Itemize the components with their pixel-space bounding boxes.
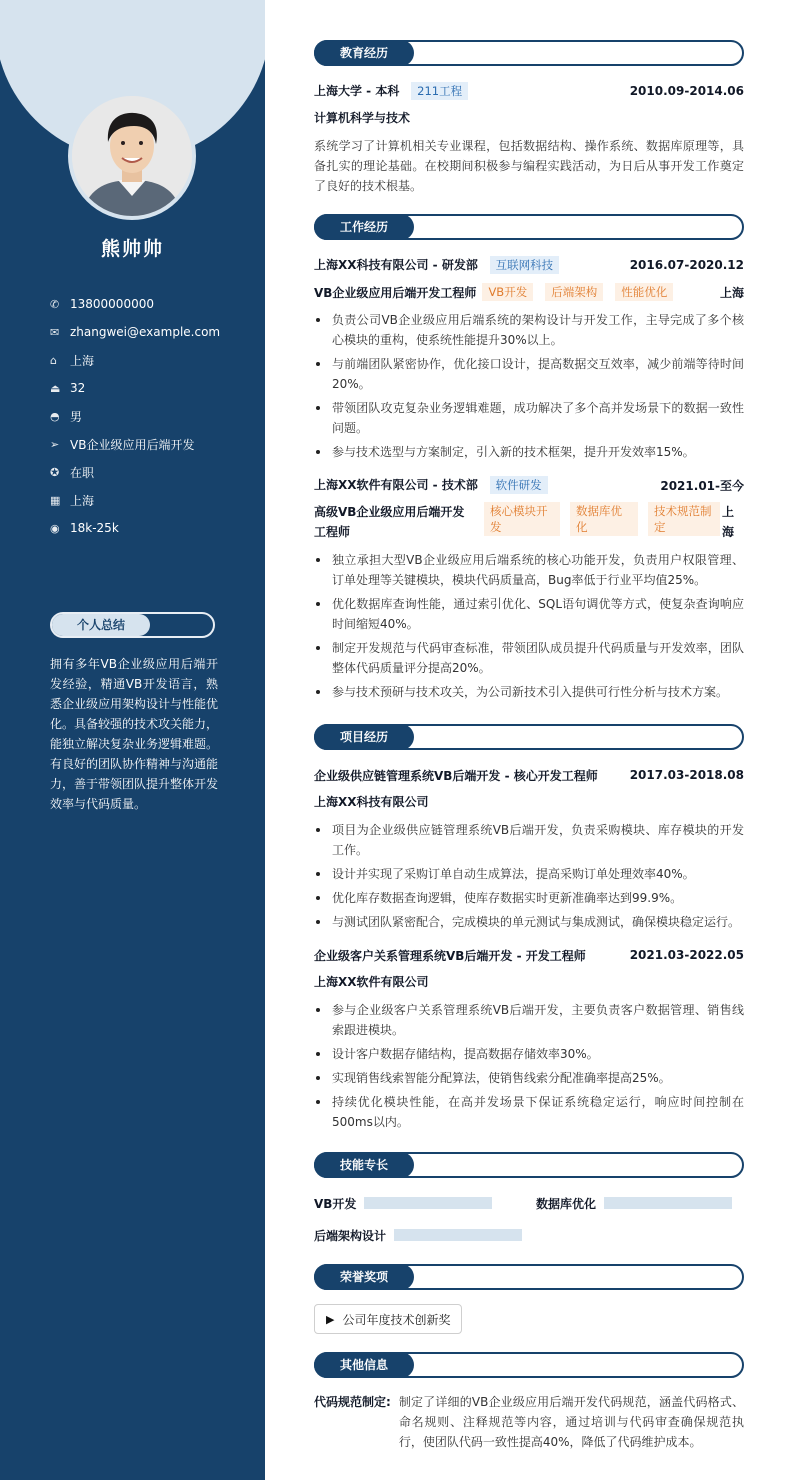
building-icon: ▦: [50, 493, 61, 507]
education-period: 2010.09-2014.06: [629, 84, 744, 98]
job-industry-tag: 软件研发: [490, 476, 548, 494]
education-header-row: [314, 80, 744, 102]
project-company: 上海XX软件有限公司: [314, 975, 429, 989]
job-bullet: 带领团队攻克复杂业务逻辑难题，成功解决了多个高并发场景下的数据一致性问题。: [314, 398, 744, 438]
skill-bar: [364, 1197, 492, 1209]
award-name: 公司年度技术创新奖: [342, 1312, 451, 1327]
projects-heading-label: 项目经历: [314, 724, 414, 750]
send-icon: ➢: [50, 437, 60, 451]
sidebar: [0, 0, 265, 1480]
skill-bar-fill: [604, 1197, 732, 1209]
skill-bar: [604, 1197, 732, 1209]
info-status: [50, 458, 220, 486]
education-desc: 系统学习了计算机相关专业课程，包括数据结构、操作系统、数据库原理等，具备扎实的理论基础。在校期间积极参与编程实践活动，为日后从事开发工作奠定了良好的技术根基。: [314, 139, 744, 193]
info-target-job-text: VB企业级应用后端开发: [70, 437, 195, 452]
job-skill-tag: 技术规范制定: [648, 502, 720, 536]
job-period: 2016.07-2020.12: [629, 258, 744, 272]
triangle-right-icon: ▶: [326, 1312, 335, 1326]
info-work-city: [50, 486, 220, 514]
job-header-row: [314, 474, 744, 496]
job-entry: [314, 254, 744, 462]
salary-icon: ◉: [50, 521, 60, 535]
job-bullet: 参与技术选型与方案制定，引入新的技术框架，提升开发效率15%。: [314, 442, 744, 462]
job-bullet: 与前端团队紧密协作，优化接口设计，提高数据交互效率，减少前端等待时间20%。: [314, 354, 744, 394]
project-bullets: [314, 1000, 744, 1132]
project-entry: [314, 944, 744, 1132]
job-bullet: 独立承担大型VB企业级应用后端系统的核心功能开发，负责用户权限管理、订单处理等关键模块，模块代码质量高，Bug率低于行业平均值25%。: [314, 550, 744, 590]
job-bullet: 参与技术预研与技术攻关，为公司新技术引入提供可行性分析与技术方案。: [314, 682, 744, 702]
work-heading-label: 工作经历: [314, 214, 414, 240]
education-major: 计算机科学与技术: [314, 111, 411, 125]
skills-heading-label: 技能专长: [314, 1152, 414, 1178]
education-heading: [314, 40, 744, 66]
info-home: [50, 346, 220, 374]
job-period: 2021.01-至今: [660, 478, 744, 493]
info-email-text: zhangwei@example.com: [70, 325, 221, 339]
other-heading: [314, 1352, 744, 1378]
info-phone-text: 13800000000: [70, 297, 154, 311]
job-city: 上海: [722, 505, 735, 539]
skills-row: [314, 1224, 744, 1246]
mail-icon: ✉: [50, 325, 60, 339]
project-company: 上海XX科技有限公司: [314, 795, 429, 809]
job-header-row: [314, 254, 744, 276]
skill-item: [536, 1195, 732, 1212]
summary-heading-label: 个人总结: [52, 614, 150, 636]
other-item: [314, 1392, 744, 1452]
work-section: [314, 214, 744, 702]
education-heading-label: 教育经历: [314, 40, 414, 66]
main-content: [314, 40, 744, 1452]
project-bullet: 优化库存数据查询逻辑，使库存数据实时更新准确率达到99.9%。: [314, 888, 744, 908]
education-section: [314, 40, 744, 196]
home-icon: ⌂: [50, 353, 57, 367]
other-item-text: 制定了详细的VB企业级应用后端开发代码规范，涵盖代码格式、命名规则、注释规范等内容，通过培训与代码审查确保规范执行，使团队代码一致性提高40%，降低了代码维护成本。: [398, 1395, 744, 1449]
job-title: VB企业级应用后端开发工程师: [314, 285, 477, 300]
person-name: 熊帅帅: [100, 238, 164, 260]
awards-section: [314, 1264, 744, 1334]
job-skill-tag: 性能优化: [615, 283, 673, 301]
skill-bar: [394, 1229, 522, 1241]
job-bullet: 优化数据库查询性能，通过索引优化、SQL语句调优等方式，使复杂查询响应时间缩短40%。: [314, 594, 744, 634]
phone-icon: ✆: [50, 297, 60, 311]
work-heading: [314, 214, 744, 240]
info-salary-text: 18k-25k: [70, 521, 119, 535]
skill-name: 数据库优化: [536, 1196, 597, 1211]
project-bullet: 项目为企业级供应链管理系统VB后端开发，负责采购模块、库存模块的开发工作。: [314, 820, 744, 860]
skills-heading: [314, 1152, 744, 1178]
job-bullet: 负责公司VB企业级应用后端系统的架构设计与开发工作，主导完成了多个核心模块的重构，使系统性能提升30%以上。: [314, 310, 744, 350]
skills-row: [314, 1192, 744, 1214]
info-email: [50, 318, 220, 346]
project-bullet: 与测试团队紧密配合，完成模块的单元测试与集成测试，确保模块稳定运行。: [314, 912, 744, 932]
job-company: 上海XX软件有限公司 - 技术部: [314, 478, 478, 492]
info-salary: [50, 514, 220, 542]
job-title: 高级VB企业级应用后端开发工程师: [314, 505, 465, 539]
projects-section: [314, 724, 744, 1132]
info-target-job: [50, 430, 220, 458]
contact-info-list: [50, 290, 220, 542]
job-bullets: [314, 310, 744, 462]
info-age: [50, 374, 220, 402]
project-name: 企业级客户关系管理系统VB后端开发 - 开发工程师: [314, 948, 586, 963]
job-industry-tag: 互联网科技: [490, 256, 560, 274]
project-bullet: 设计客户数据存储结构，提高数据存储效率30%。: [314, 1044, 744, 1064]
job-skill-tag: 核心模块开发: [484, 502, 560, 536]
job-skill-tag: 后端架构: [545, 283, 603, 301]
skill-bar-fill: [394, 1229, 522, 1241]
project-period: 2021.03-2022.05: [629, 948, 744, 962]
job-skill-tag: 数据库优化: [570, 502, 638, 536]
awards-heading-label: 荣誉奖项: [314, 1264, 414, 1290]
summary-heading: [50, 612, 215, 638]
projects-heading: [314, 724, 744, 750]
project-name: 企业级供应链管理系统VB后端开发 - 核心开发工程师: [314, 768, 598, 783]
job-entry: [314, 474, 744, 702]
other-heading-label: 其他信息: [314, 1352, 414, 1378]
skill-item: [314, 1195, 536, 1212]
project-bullet: 实现销售线索智能分配算法，使销售线索分配准确率提高25%。: [314, 1068, 744, 1088]
project-period: 2017.03-2018.08: [629, 768, 744, 782]
info-status-text: 在职: [70, 465, 95, 480]
job-title-row: [314, 282, 744, 302]
info-gender-text: 男: [70, 409, 83, 424]
age-icon: ⏏: [50, 381, 61, 395]
project-bullets: [314, 820, 744, 932]
job-company: 上海XX科技有限公司 - 研发部: [314, 258, 478, 272]
skill-bar-fill: [364, 1197, 492, 1209]
job-city: 上海: [719, 285, 744, 300]
other-item-label: 代码规范制定:: [314, 1395, 391, 1409]
education-tag: 211工程: [411, 82, 468, 100]
project-entry: [314, 764, 744, 932]
project-bullet: 设计并实现了采购订单自动生成算法，提高采购订单处理效率40%。: [314, 864, 744, 884]
project-bullet: 持续优化模块性能，在高并发场景下保证系统稳定运行，响应时间控制在500ms以内。: [314, 1092, 744, 1132]
summary-text: 拥有多年VB企业级应用后端开发经验，精通VB开发语言，熟悉企业级应用架构设计与性能优化。具备较强的技术攻关能力，能独立解决复杂业务逻辑难题。有良好的团队协作精神与沟通能力，善于带领团队提升整体开发效率与代码质量。: [50, 657, 219, 811]
project-bullet: 参与企业级客户关系管理系统VB后端开发，主要负责客户数据管理、销售线索跟进模块。: [314, 1000, 744, 1040]
skills-section: [314, 1152, 744, 1246]
job-bullets: [314, 550, 744, 702]
education-school: 上海大学 - 本科: [314, 84, 400, 98]
other-section: [314, 1352, 744, 1452]
project-header-row: [314, 944, 744, 966]
avatar-photo: [72, 96, 192, 216]
info-phone: [50, 290, 220, 318]
skill-item: [314, 1227, 522, 1244]
award-item: [314, 1304, 462, 1334]
status-icon: ✪: [50, 465, 60, 479]
info-work-city-text: 上海: [70, 493, 95, 508]
job-skill-tag: VB开发: [482, 283, 533, 301]
job-title-row: [314, 502, 744, 542]
skill-name: VB开发: [314, 1196, 357, 1211]
info-gender: [50, 402, 220, 430]
info-home-text: 上海: [70, 353, 95, 368]
avatar: [68, 92, 196, 220]
skill-name: 后端架构设计: [314, 1228, 387, 1243]
gender-icon: ◓: [50, 409, 60, 423]
job-bullet: 制定开发规范与代码审查标准，带领团队成员提升代码质量与开发效率，团队整体代码质量评分提高20%。: [314, 638, 744, 678]
awards-heading: [314, 1264, 744, 1290]
project-header-row: [314, 764, 744, 786]
info-age-text: 32: [70, 381, 86, 395]
